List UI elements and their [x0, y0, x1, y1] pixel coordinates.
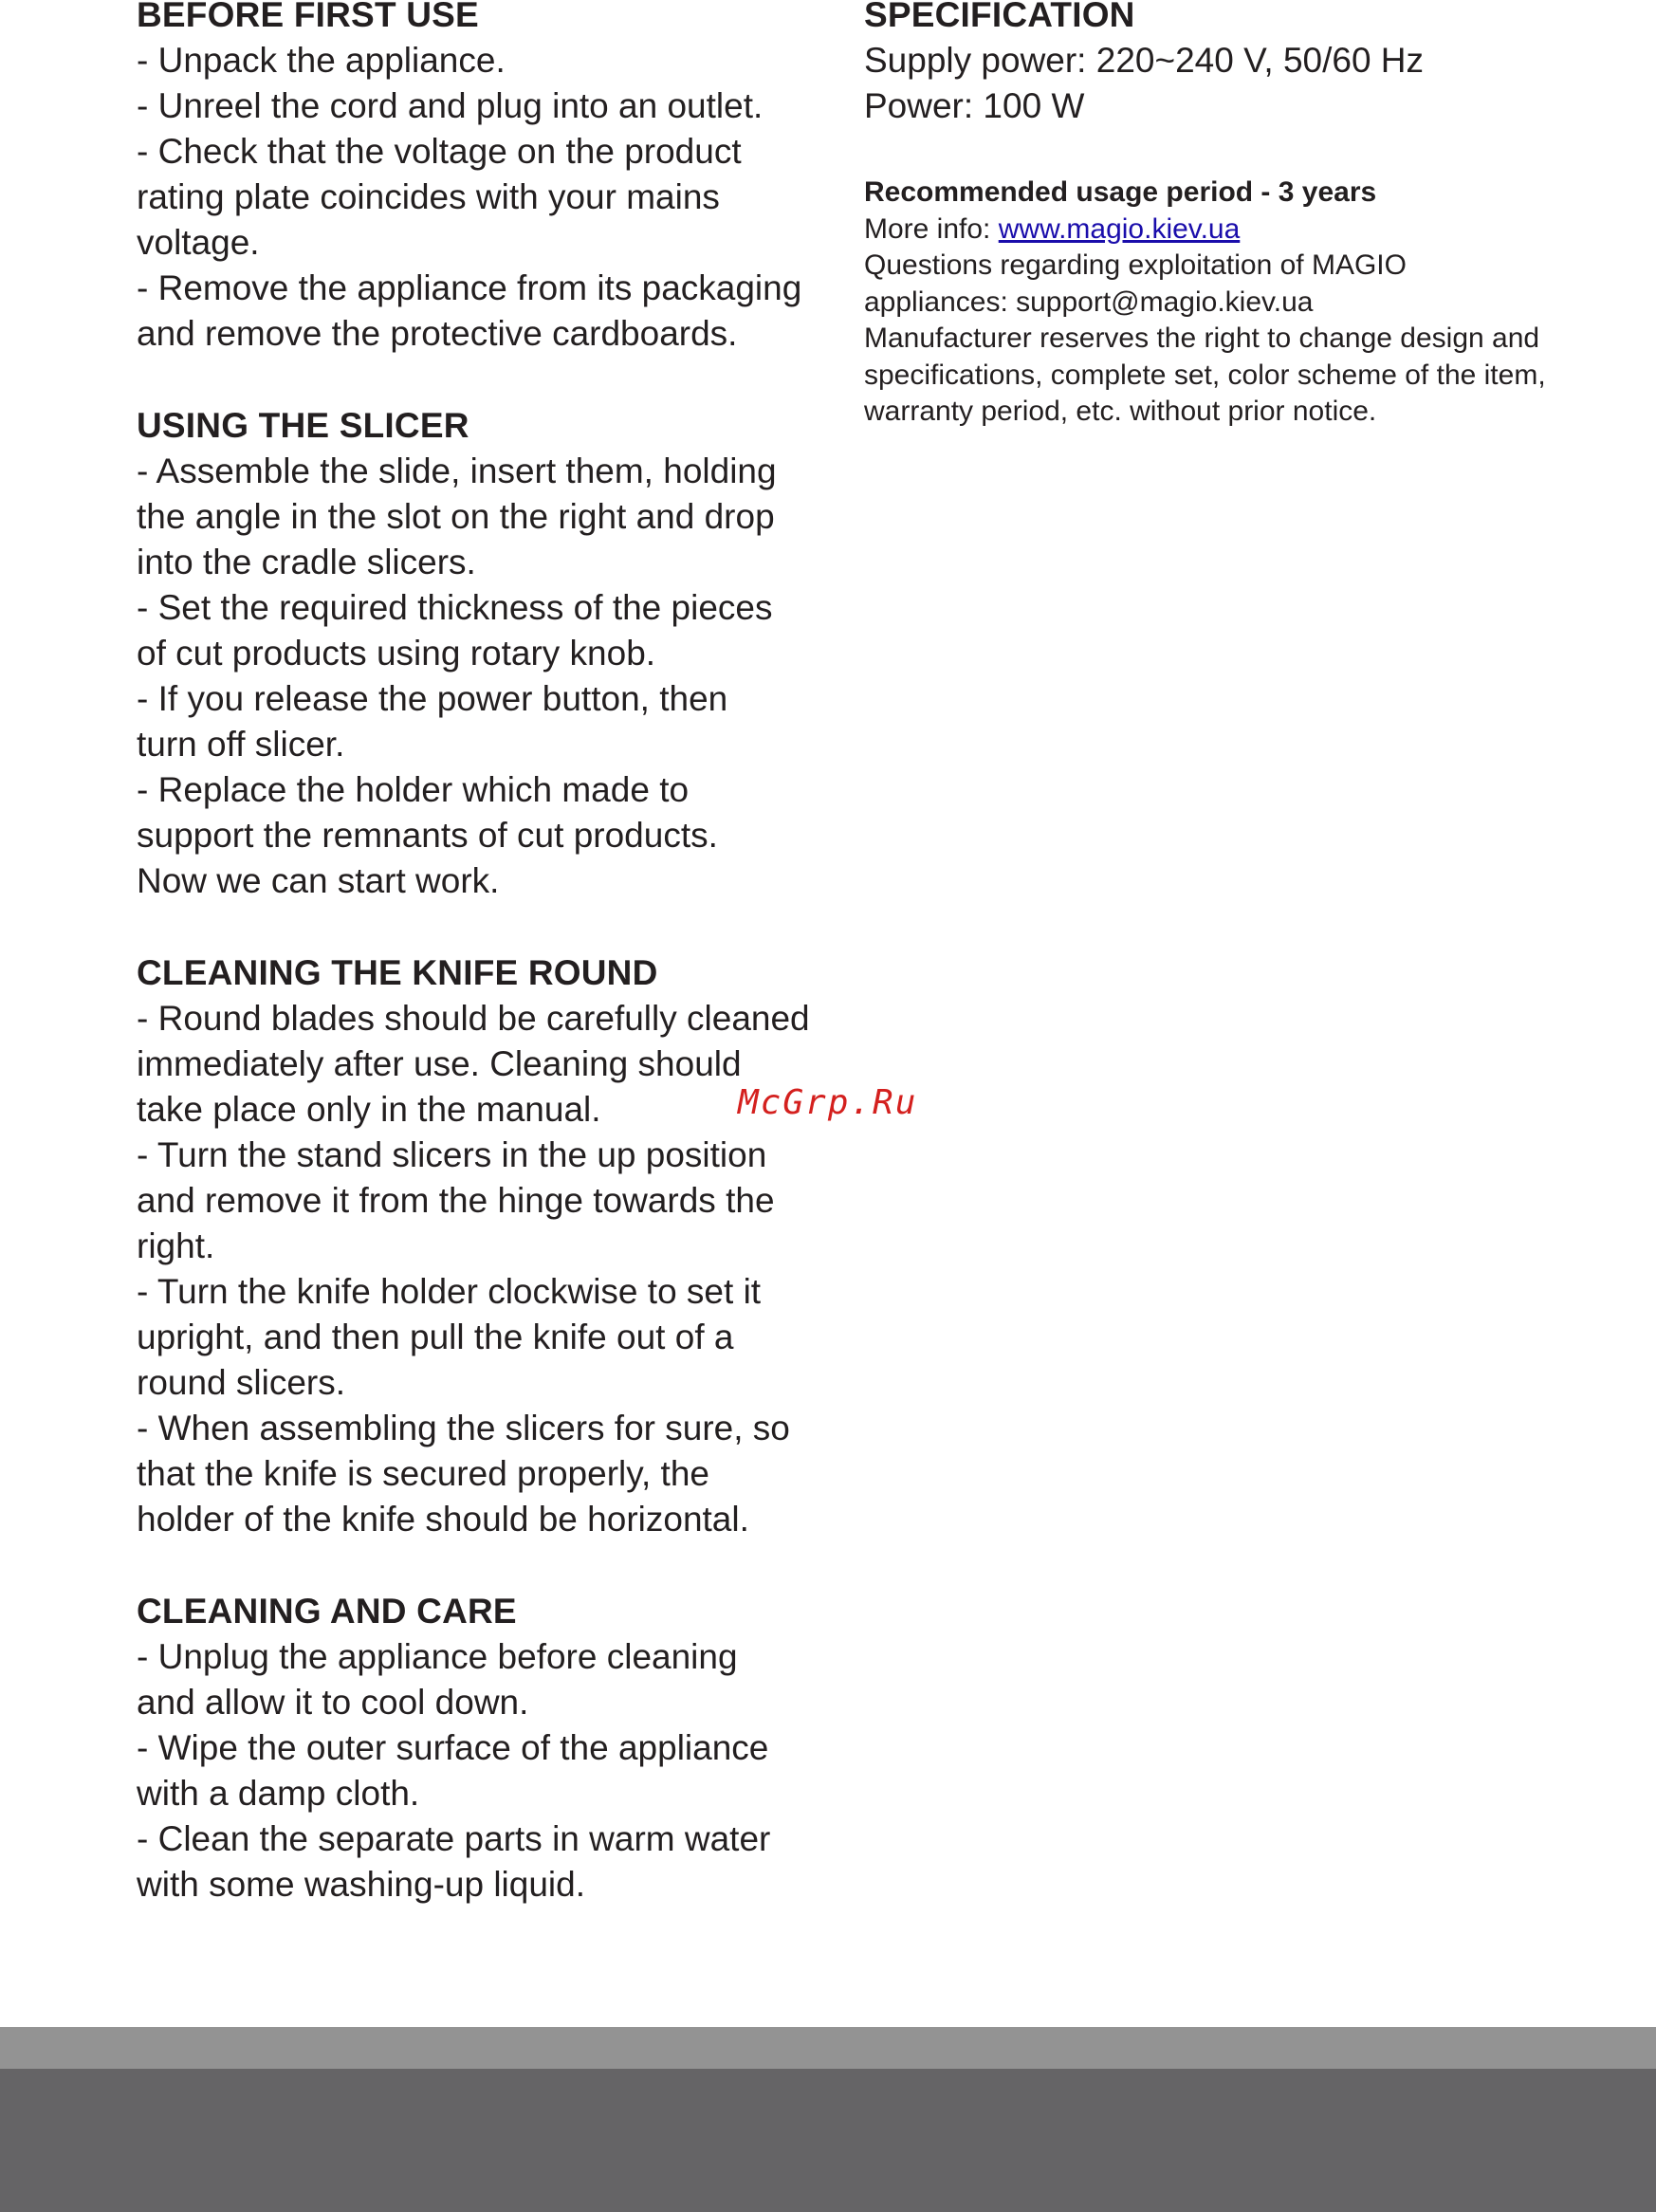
text-line: right. [137, 1226, 215, 1265]
section-cleaning-and-care [137, 1589, 829, 1908]
text-line: - Turn the stand slicers in the up position [137, 1135, 767, 1174]
disclaimer-line: Manufacturer reserves the right to change design and [864, 323, 1540, 354]
left-column [137, 0, 829, 1954]
text-line: take place only in the manual. [137, 1090, 601, 1129]
text-line: the angle in the slot on the right and drop [137, 497, 775, 536]
text-line: - If you release the power button, then [137, 679, 728, 718]
disclaimer-line: specifications, complete set, color scheme of the item, [864, 359, 1546, 391]
text-line: - Check that the voltage on the product [137, 132, 742, 171]
text-line: into the cradle slicers. [137, 543, 476, 581]
text-line: - Remove the appliance from its packaging [137, 268, 802, 307]
text-line: - When assembling the slicers for sure, so [137, 1409, 790, 1447]
spec-power: Power: 100 W [864, 86, 1085, 125]
heading-before-first-use: BEFORE FIRST USE [137, 0, 479, 34]
text-line: - Assemble the slide, insert them, holding [137, 452, 777, 490]
heading-specification: SPECIFICATION [864, 0, 1135, 34]
text-line: with a damp cloth. [137, 1774, 420, 1813]
disclaimer-line: warranty period, etc. without prior notice. [864, 396, 1377, 427]
watermark: McGrp.Ru [738, 1083, 918, 1122]
text-line: voltage. [137, 223, 260, 262]
text-line: Now we can start work. [137, 861, 500, 900]
text-line: - Round blades should be carefully cleaned [137, 999, 810, 1038]
section-using-the-slicer [137, 403, 829, 904]
info-block [864, 175, 1585, 431]
text-line: - Wipe the outer surface of the appliance [137, 1728, 769, 1767]
more-info-label: More info: [864, 212, 999, 245]
text-line: immediately after use. Cleaning should [137, 1044, 742, 1083]
website-link[interactable]: www.magio.kiev.ua [998, 212, 1241, 245]
recommended-usage-period: Recommended usage period - 3 years [864, 176, 1377, 208]
heading-cleaning-the-knife-round: CLEANING THE KNIFE ROUND [137, 953, 658, 992]
text-line: round slicers. [137, 1363, 346, 1402]
text-line: turn off slicer. [137, 725, 345, 764]
text-line: holder of the knife should be horizontal. [137, 1500, 749, 1539]
text-line: and remove the protective cardboards. [137, 314, 738, 353]
text-line: - Replace the holder which made to [137, 770, 690, 809]
text-line: rating plate coincides with your mains [137, 177, 720, 216]
text-line: with some washing-up liquid. [137, 1865, 586, 1904]
support-email-line: appliances: support@magio.kiev.ua [864, 286, 1314, 318]
footer-band-light [0, 2027, 1656, 2069]
text-line: - Unreel the cord and plug into an outlet. [137, 86, 764, 125]
section-specification [864, 0, 1585, 129]
text-line: of cut products using rotary knob. [137, 634, 656, 673]
heading-cleaning-and-care: CLEANING AND CARE [137, 1592, 517, 1631]
text-line: that the knife is secured properly, the [137, 1454, 709, 1493]
spec-supply-power: Supply power: 220~240 V, 50/60 Hz [864, 41, 1425, 80]
more-info-line [864, 212, 1585, 249]
questions-line: Questions regarding exploitation of MAGIO [864, 249, 1407, 281]
text-line: - Turn the knife holder clockwise to set it [137, 1272, 762, 1311]
text-line: - Unpack the appliance. [137, 41, 506, 80]
right-column [864, 0, 1585, 431]
text-line: - Clean the separate parts in warm water [137, 1819, 771, 1858]
section-cleaning-the-knife-round [137, 950, 829, 1542]
text-line: - Set the required thickness of the pieces [137, 588, 773, 627]
section-before-first-use [137, 0, 829, 357]
text-line: upright, and then pull the knife out of a [137, 1318, 734, 1356]
text-line: support the remnants of cut products. [137, 816, 718, 855]
heading-using-the-slicer: USING THE SLICER [137, 406, 469, 445]
footer-band-dark [0, 2069, 1656, 2212]
text-line: and allow it to cool down. [137, 1683, 529, 1722]
text-line: and remove it from the hinge towards the [137, 1181, 775, 1220]
text-line: - Unplug the appliance before cleaning [137, 1637, 738, 1676]
